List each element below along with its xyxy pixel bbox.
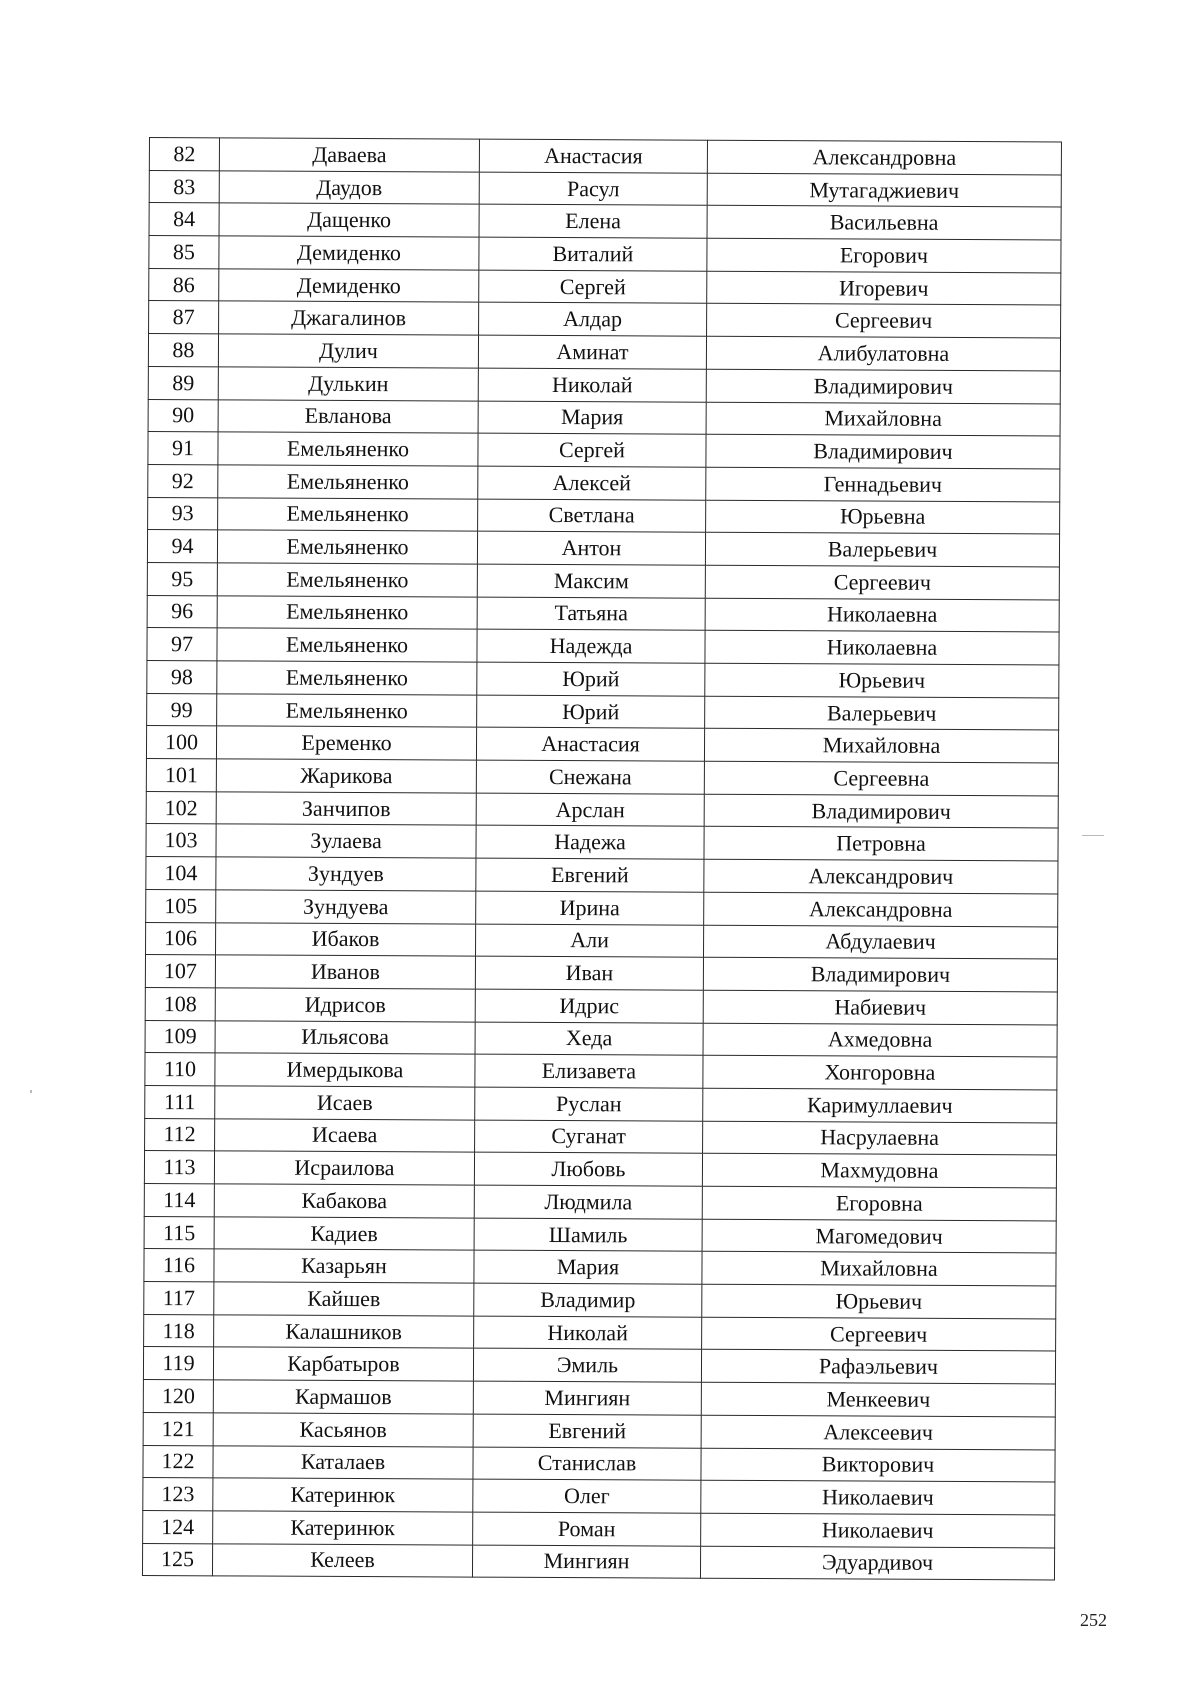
table-row bbox=[148, 464, 1060, 501]
patronymic-cell: Валерьевич bbox=[705, 696, 1059, 730]
patronymic-cell: Владимирович bbox=[706, 434, 1060, 468]
row-number-cell: 120 bbox=[143, 1380, 213, 1413]
patronymic-cell: Александровна bbox=[707, 140, 1061, 174]
last-name-cell: Демиденко bbox=[219, 269, 479, 303]
table-row bbox=[146, 889, 1058, 926]
last-name-cell: Зундуева bbox=[216, 890, 476, 924]
table-row bbox=[144, 1183, 1056, 1220]
row-number-cell: 89 bbox=[148, 366, 218, 399]
row-number-cell: 117 bbox=[144, 1282, 214, 1315]
table-row bbox=[149, 138, 1061, 175]
last-name-cell: Катеринюк bbox=[213, 1478, 473, 1512]
table-row bbox=[149, 236, 1061, 273]
first-name-cell: Роман bbox=[473, 1512, 701, 1546]
row-number-cell: 87 bbox=[149, 301, 219, 334]
row-number-cell: 95 bbox=[147, 562, 217, 595]
patronymic-cell: Мутагаджиевич bbox=[707, 173, 1061, 207]
last-name-cell: Емельяненко bbox=[217, 661, 477, 695]
first-name-cell: Юрий bbox=[477, 695, 705, 729]
patronymic-cell: Михайловна bbox=[704, 729, 1058, 763]
first-name-cell: Алдар bbox=[479, 303, 707, 337]
first-name-cell: Олег bbox=[473, 1479, 701, 1513]
names-table-body bbox=[142, 138, 1061, 1581]
last-name-cell: Имердыкова bbox=[215, 1053, 475, 1087]
first-name-cell: Эмиль bbox=[473, 1349, 701, 1383]
first-name-cell: Руслан bbox=[475, 1087, 703, 1121]
first-name-cell: Владимир bbox=[474, 1283, 702, 1317]
first-name-cell: Евгений bbox=[473, 1414, 701, 1448]
last-name-cell: Даваева bbox=[219, 138, 479, 172]
patronymic-cell: Николаевна bbox=[705, 631, 1059, 665]
patronymic-cell: Сергеевич bbox=[702, 1317, 1056, 1351]
patronymic-cell: Егорович bbox=[707, 238, 1061, 272]
patronymic-cell: Петровна bbox=[704, 827, 1058, 861]
patronymic-cell: Михайловна bbox=[702, 1252, 1056, 1286]
first-name-cell: Анастасия bbox=[476, 727, 704, 761]
table-row bbox=[145, 1053, 1057, 1090]
last-name-cell: Емельяненко bbox=[218, 497, 478, 531]
last-name-cell: Емельяненко bbox=[218, 465, 478, 499]
last-name-cell: Ильясова bbox=[215, 1020, 475, 1054]
last-name-cell: Кайшев bbox=[214, 1282, 474, 1316]
first-name-cell: Татьяна bbox=[477, 597, 705, 631]
table-row bbox=[142, 1543, 1054, 1580]
first-name-cell: Николай bbox=[474, 1316, 702, 1350]
first-name-cell: Идрис bbox=[475, 989, 703, 1023]
table-row bbox=[145, 1020, 1057, 1057]
last-name-cell: Иванов bbox=[215, 955, 475, 989]
row-number-cell: 108 bbox=[145, 987, 215, 1020]
last-name-cell: Емельяненко bbox=[217, 694, 477, 728]
patronymic-cell: Викторович bbox=[701, 1448, 1055, 1482]
table-row bbox=[145, 1118, 1057, 1155]
patronymic-cell: Магомедович bbox=[702, 1219, 1056, 1253]
patronymic-cell: Николаевич bbox=[701, 1480, 1055, 1514]
row-number-cell: 93 bbox=[148, 497, 218, 530]
table-row bbox=[147, 530, 1059, 567]
first-name-cell: Надежа bbox=[476, 826, 704, 860]
first-name-cell: Мария bbox=[478, 401, 706, 435]
scan-speck bbox=[1082, 835, 1104, 836]
row-number-cell: 124 bbox=[143, 1510, 213, 1543]
row-number-cell: 114 bbox=[144, 1183, 214, 1216]
patronymic-cell: Абдулаевич bbox=[703, 925, 1057, 959]
patronymic-cell: Александрович bbox=[704, 859, 1058, 893]
patronymic-cell: Николаевна bbox=[705, 598, 1059, 632]
first-name-cell: Юрий bbox=[477, 662, 705, 696]
last-name-cell: Каталаев bbox=[213, 1445, 473, 1479]
first-name-cell: Арслан bbox=[476, 793, 704, 827]
patronymic-cell: Хонгоровна bbox=[703, 1055, 1057, 1089]
first-name-cell: Анастасия bbox=[479, 139, 707, 173]
last-name-cell: Карбатыров bbox=[213, 1347, 473, 1381]
patronymic-cell: Насрулаевна bbox=[703, 1121, 1057, 1155]
row-number-cell: 113 bbox=[144, 1151, 214, 1184]
row-number-cell: 109 bbox=[145, 1020, 215, 1053]
last-name-cell: Емельяненко bbox=[217, 563, 477, 597]
row-number-cell: 103 bbox=[146, 824, 216, 857]
last-name-cell: Дулькин bbox=[218, 367, 478, 401]
first-name-cell: Мингиян bbox=[472, 1545, 700, 1579]
patronymic-cell: Ахмедовна bbox=[703, 1023, 1057, 1057]
row-number-cell: 98 bbox=[147, 660, 217, 693]
row-number-cell: 111 bbox=[145, 1085, 215, 1118]
row-number-cell: 102 bbox=[146, 791, 216, 824]
last-name-cell: Емельяненко bbox=[217, 595, 477, 629]
table-row bbox=[146, 759, 1058, 796]
row-number-cell: 105 bbox=[146, 889, 216, 922]
row-number-cell: 84 bbox=[149, 203, 219, 236]
first-name-cell: Любовь bbox=[474, 1152, 702, 1186]
first-name-cell: Евгений bbox=[476, 858, 704, 892]
first-name-cell: Ирина bbox=[476, 891, 704, 925]
last-name-cell: Джагалинов bbox=[219, 301, 479, 335]
last-name-cell: Зулаева bbox=[216, 824, 476, 858]
last-name-cell: Кадиев bbox=[214, 1217, 474, 1251]
table-row bbox=[143, 1347, 1055, 1384]
row-number-cell: 101 bbox=[146, 759, 216, 792]
first-name-cell: Иван bbox=[475, 956, 703, 990]
table-row bbox=[148, 432, 1060, 469]
last-name-cell: Казарьян bbox=[214, 1249, 474, 1283]
table-row bbox=[146, 922, 1058, 959]
row-number-cell: 107 bbox=[145, 955, 215, 988]
table-row bbox=[147, 660, 1059, 697]
row-number-cell: 91 bbox=[148, 432, 218, 465]
last-name-cell: Идрисов bbox=[215, 988, 475, 1022]
table-row bbox=[148, 497, 1060, 534]
first-name-cell: Елизавета bbox=[475, 1054, 703, 1088]
last-name-cell: Дащенко bbox=[219, 203, 479, 237]
table-row bbox=[148, 399, 1060, 436]
last-name-cell: Еременко bbox=[216, 726, 476, 760]
last-name-cell: Демиденко bbox=[219, 236, 479, 270]
patronymic-cell: Юрьевич bbox=[705, 663, 1059, 697]
row-number-cell: 121 bbox=[143, 1412, 213, 1445]
table-row bbox=[146, 726, 1058, 763]
table-row bbox=[144, 1151, 1056, 1188]
last-name-cell: Кармашов bbox=[213, 1380, 473, 1414]
first-name-cell: Николай bbox=[478, 368, 706, 402]
first-name-cell: Снежана bbox=[476, 760, 704, 794]
first-name-cell: Максим bbox=[477, 564, 705, 598]
last-name-cell: Касьянов bbox=[213, 1413, 473, 1447]
table-row bbox=[144, 1249, 1056, 1286]
first-name-cell: Светлана bbox=[478, 499, 706, 533]
table-row bbox=[149, 268, 1061, 305]
patronymic-cell: Рафаэльевич bbox=[701, 1350, 1055, 1384]
first-name-cell: Алексей bbox=[478, 466, 706, 500]
patronymic-cell: Александровна bbox=[704, 892, 1058, 926]
first-name-cell: Мингиян bbox=[473, 1381, 701, 1415]
patronymic-cell: Алибулатовна bbox=[706, 336, 1060, 370]
patronymic-cell: Каримуллаевич bbox=[703, 1088, 1057, 1122]
last-name-cell: Зундуев bbox=[216, 857, 476, 891]
first-name-cell: Суганат bbox=[475, 1120, 703, 1154]
last-name-cell: Катеринюк bbox=[213, 1511, 473, 1545]
last-name-cell: Занчипов bbox=[216, 792, 476, 826]
patronymic-cell: Юрьевна bbox=[706, 500, 1060, 534]
table-row bbox=[144, 1314, 1056, 1351]
last-name-cell: Емельяненко bbox=[217, 530, 477, 564]
first-name-cell: Мария bbox=[474, 1250, 702, 1284]
table-row bbox=[148, 366, 1060, 403]
patronymic-cell: Сергеевна bbox=[704, 761, 1058, 795]
names-table bbox=[142, 137, 1062, 1581]
patronymic-cell: Менкеевич bbox=[701, 1382, 1055, 1416]
table-row bbox=[145, 1085, 1057, 1122]
first-name-cell: Виталий bbox=[479, 237, 707, 271]
first-name-cell: Сергей bbox=[478, 433, 706, 467]
table-row bbox=[146, 824, 1058, 861]
table-row bbox=[147, 628, 1059, 665]
patronymic-cell: Михайловна bbox=[706, 402, 1060, 436]
row-number-cell: 112 bbox=[145, 1118, 215, 1151]
table-row bbox=[145, 955, 1057, 992]
first-name-cell: Станислав bbox=[473, 1447, 701, 1481]
row-number-cell: 123 bbox=[143, 1478, 213, 1511]
table-row bbox=[144, 1216, 1056, 1253]
row-number-cell: 106 bbox=[146, 922, 216, 955]
first-name-cell: Хеда bbox=[475, 1022, 703, 1056]
row-number-cell: 110 bbox=[145, 1053, 215, 1086]
first-name-cell: Надежда bbox=[477, 629, 705, 663]
table-row bbox=[148, 334, 1060, 371]
first-name-cell: Аминат bbox=[478, 335, 706, 369]
first-name-cell: Елена bbox=[479, 204, 707, 238]
last-name-cell: Ибаков bbox=[216, 922, 476, 956]
row-number-cell: 118 bbox=[144, 1314, 214, 1347]
row-number-cell: 82 bbox=[149, 138, 219, 171]
table-row bbox=[147, 693, 1059, 730]
table-row bbox=[143, 1478, 1055, 1515]
row-number-cell: 119 bbox=[143, 1347, 213, 1380]
table-row bbox=[149, 301, 1061, 338]
last-name-cell: Дулич bbox=[218, 334, 478, 368]
row-number-cell: 85 bbox=[149, 236, 219, 269]
patronymic-cell: Махмудовна bbox=[702, 1154, 1056, 1188]
table-row bbox=[147, 595, 1059, 632]
patronymic-cell: Сергеевич bbox=[705, 565, 1059, 599]
first-name-cell: Расул bbox=[479, 172, 707, 206]
last-name-cell: Кабакова bbox=[214, 1184, 474, 1218]
patronymic-cell: Алексеевич bbox=[701, 1415, 1055, 1449]
row-number-cell: 116 bbox=[144, 1249, 214, 1282]
last-name-cell: Исаева bbox=[215, 1118, 475, 1152]
row-number-cell: 94 bbox=[147, 530, 217, 563]
patronymic-cell: Николаевич bbox=[701, 1513, 1055, 1547]
table-row bbox=[146, 857, 1058, 894]
row-number-cell: 86 bbox=[149, 268, 219, 301]
row-number-cell: 90 bbox=[148, 399, 218, 432]
page-number: 252 bbox=[1080, 1610, 1107, 1630]
last-name-cell: Калашников bbox=[214, 1315, 474, 1349]
row-number-cell: 104 bbox=[146, 857, 216, 890]
row-number-cell: 115 bbox=[144, 1216, 214, 1249]
first-name-cell: Людмила bbox=[474, 1185, 702, 1219]
table-row bbox=[146, 791, 1058, 828]
patronymic-cell: Егоровна bbox=[702, 1186, 1056, 1220]
last-name-cell: Евланова bbox=[218, 399, 478, 433]
patronymic-cell: Сергеевич bbox=[707, 304, 1061, 338]
patronymic-cell: Васильевна bbox=[707, 206, 1061, 240]
row-number-cell: 100 bbox=[146, 726, 216, 759]
patronymic-cell: Геннадьевич bbox=[706, 467, 1060, 501]
row-number-cell: 97 bbox=[147, 628, 217, 661]
patronymic-cell: Владимирович bbox=[706, 369, 1060, 403]
last-name-cell: Даудов bbox=[219, 171, 479, 205]
scan-speck bbox=[30, 1090, 32, 1093]
row-number-cell: 99 bbox=[147, 693, 217, 726]
last-name-cell: Емельяненко bbox=[218, 432, 478, 466]
table-row bbox=[143, 1412, 1055, 1449]
table-row bbox=[143, 1510, 1055, 1547]
last-name-cell: Исаев bbox=[215, 1086, 475, 1120]
first-name-cell: Антон bbox=[477, 531, 705, 565]
patronymic-cell: Набиевич bbox=[703, 990, 1057, 1024]
row-number-cell: 83 bbox=[149, 170, 219, 203]
patronymic-cell: Валерьевич bbox=[705, 532, 1059, 566]
table-row bbox=[147, 562, 1059, 599]
first-name-cell: Сергей bbox=[479, 270, 707, 304]
table-row bbox=[145, 987, 1057, 1024]
last-name-cell: Жарикова bbox=[216, 759, 476, 793]
patronymic-cell: Владимирович bbox=[704, 794, 1058, 828]
patronymic-cell: Владимирович bbox=[703, 957, 1057, 991]
row-number-cell: 122 bbox=[143, 1445, 213, 1478]
table-row bbox=[149, 203, 1061, 240]
table-row bbox=[143, 1380, 1055, 1417]
last-name-cell: Емельяненко bbox=[217, 628, 477, 662]
first-name-cell: Али bbox=[476, 924, 704, 958]
patronymic-cell: Юрьевич bbox=[702, 1284, 1056, 1318]
table-row bbox=[149, 170, 1061, 207]
row-number-cell: 88 bbox=[148, 334, 218, 367]
last-name-cell: Келеев bbox=[212, 1543, 472, 1577]
table-row bbox=[144, 1282, 1056, 1319]
table-row bbox=[143, 1445, 1055, 1482]
row-number-cell: 125 bbox=[142, 1543, 212, 1576]
row-number-cell: 96 bbox=[147, 595, 217, 628]
first-name-cell: Шамиль bbox=[474, 1218, 702, 1252]
patronymic-cell: Игоревич bbox=[707, 271, 1061, 305]
row-number-cell: 92 bbox=[148, 464, 218, 497]
last-name-cell: Исраилова bbox=[214, 1151, 474, 1185]
patronymic-cell: Эдуардивоч bbox=[700, 1546, 1054, 1580]
